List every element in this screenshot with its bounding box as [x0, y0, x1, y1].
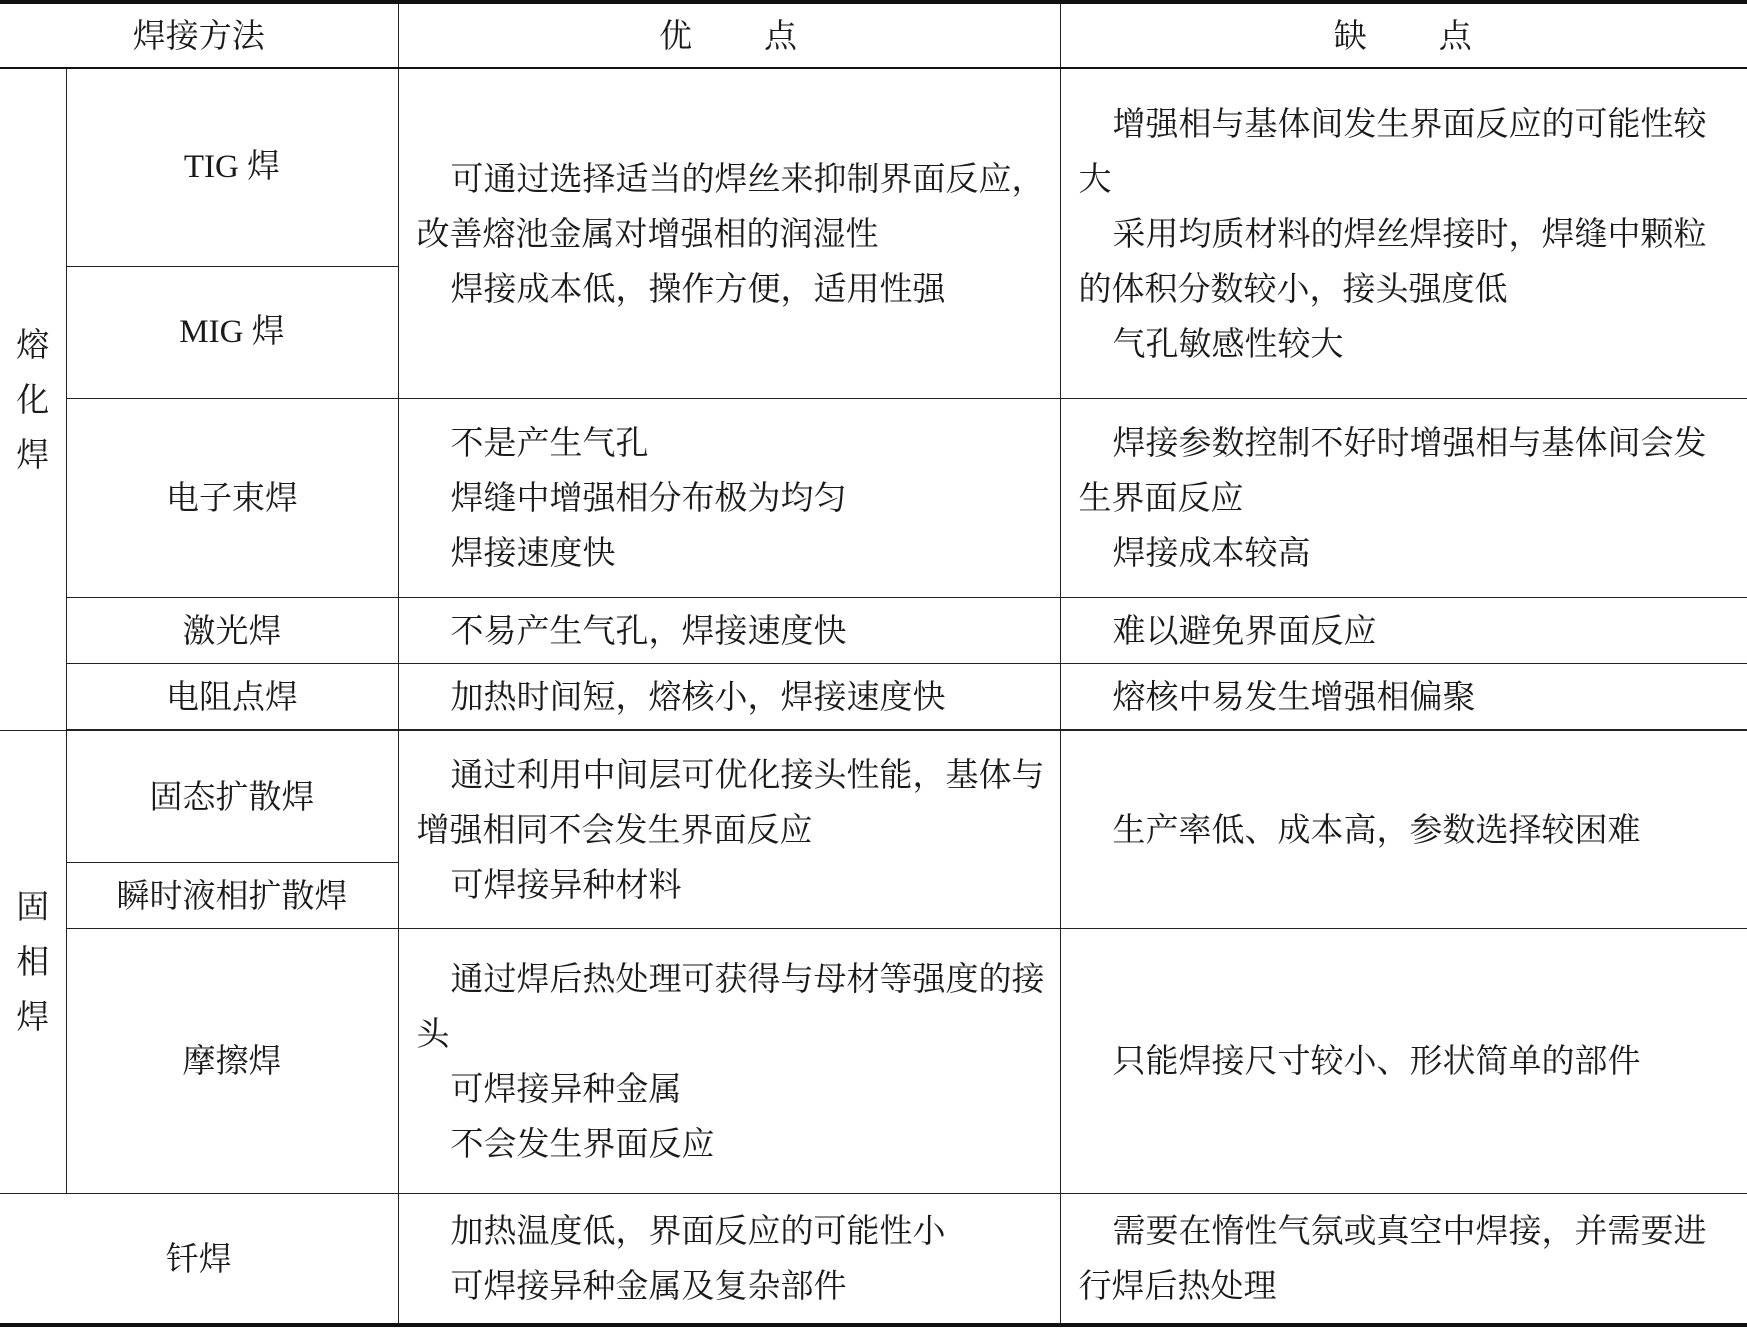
table-row-tig	[0, 68, 1747, 266]
disadvantages-laser	[1060, 597, 1747, 663]
advantage-item: 不易产生气孔，焊接速度快	[450, 610, 847, 650]
disadvantages-friction	[1060, 928, 1747, 1193]
table-row-electron-beam	[0, 398, 1747, 597]
table-row-brazing	[0, 1193, 1747, 1325]
table-row-friction	[0, 928, 1747, 1193]
method-laser: 激光焊	[66, 597, 398, 663]
group-solid-label: 固相焊	[16, 887, 50, 1036]
method-mig: MIG 焊	[66, 266, 398, 398]
disadvantage-item: 生产率低、成本高，参数选择较困难	[1112, 809, 1641, 849]
method-friction: 摩擦焊	[66, 928, 398, 1193]
advantage-item: 加热温度低，界面反应的可能性小	[450, 1211, 946, 1251]
advantages-spot	[398, 663, 1060, 729]
disadvantage-item: 熔核中易发生增强相偏聚	[1112, 676, 1476, 716]
disadvantages-electron-beam	[1060, 398, 1747, 597]
advantage-item: 不会发生界面反应	[450, 1123, 715, 1163]
header-method: 焊接方法	[0, 2, 398, 68]
table-row-spot	[0, 663, 1747, 729]
disadvantages-spot	[1060, 663, 1747, 729]
group-fusion-label: 熔化焊	[16, 324, 50, 474]
table-header-row	[0, 2, 1747, 68]
disadvantages-tig-mig	[1060, 68, 1747, 398]
method-spot: 电阻点焊	[66, 663, 398, 729]
disadvantage-item: 只能焊接尺寸较小、形状简单的部件	[1112, 1041, 1641, 1080]
method-brazing: 钎焊	[0, 1193, 398, 1325]
advantage-item: 可通过选择适当的焊丝来抑制界面反应，改善熔池金属对增强相的润湿性	[416, 158, 1045, 253]
group-solid-welding	[0, 730, 66, 1193]
advantages-diffusion	[398, 730, 1060, 928]
advantage-item: 焊接成本低，操作方便，适用性强	[450, 268, 946, 308]
advantage-item: 可焊接异种材料	[450, 864, 682, 904]
advantage-item: 通过利用中间层可优化接头性能，基体与增强相同不会发生界面反应	[416, 754, 1045, 849]
disadvantage-item: 焊接参数控制不好时增强相与基体间会发生界面反应	[1078, 423, 1707, 517]
disadvantage-item: 焊接成本较高	[1112, 533, 1311, 572]
disadvantages-diffusion	[1060, 730, 1747, 928]
advantage-item: 不是产生气孔	[450, 423, 649, 462]
advantage-item: 焊接速度快	[450, 533, 616, 572]
advantage-item: 可焊接异种金属及复杂部件	[450, 1266, 847, 1306]
advantage-item: 通过焊后热处理可获得与母材等强度的接头	[416, 958, 1045, 1053]
disadvantage-item: 增强相与基体间发生界面反应的可能性较大	[1078, 103, 1707, 198]
disadvantage-item: 气孔敏感性较大	[1112, 323, 1344, 363]
advantage-item: 加热时间短，熔核小，焊接速度快	[450, 676, 946, 716]
disadvantages-brazing	[1060, 1193, 1747, 1325]
advantage-item: 可焊接异种金属	[450, 1068, 682, 1108]
disadvantage-item: 难以避免界面反应	[1112, 610, 1377, 650]
header-disadvantages: 缺 点	[1060, 2, 1747, 68]
advantages-tig-mig	[398, 68, 1060, 398]
method-tig: TIG 焊	[66, 68, 398, 266]
advantage-item: 焊缝中增强相分布极为均匀	[450, 478, 847, 517]
method-tlp-diffusion: 瞬时液相扩散焊	[66, 862, 398, 928]
advantages-laser	[398, 597, 1060, 663]
advantages-electron-beam	[398, 398, 1060, 597]
method-solid-diffusion: 固态扩散焊	[66, 730, 398, 862]
group-fusion-welding	[0, 68, 66, 730]
header-advantages: 优 点	[398, 2, 1060, 68]
advantages-friction	[398, 928, 1060, 1193]
disadvantage-item: 需要在惰性气氛或真空中焊接，并需要进行焊后热处理	[1078, 1211, 1707, 1306]
disadvantage-item: 采用均质材料的焊丝焊接时，焊缝中颗粒的体积分数较小，接头强度低	[1078, 213, 1707, 308]
table-row-laser	[0, 597, 1747, 663]
table-row-solid-diffusion	[0, 730, 1747, 862]
advantages-brazing	[398, 1193, 1060, 1325]
method-electron-beam: 电子束焊	[66, 398, 398, 597]
